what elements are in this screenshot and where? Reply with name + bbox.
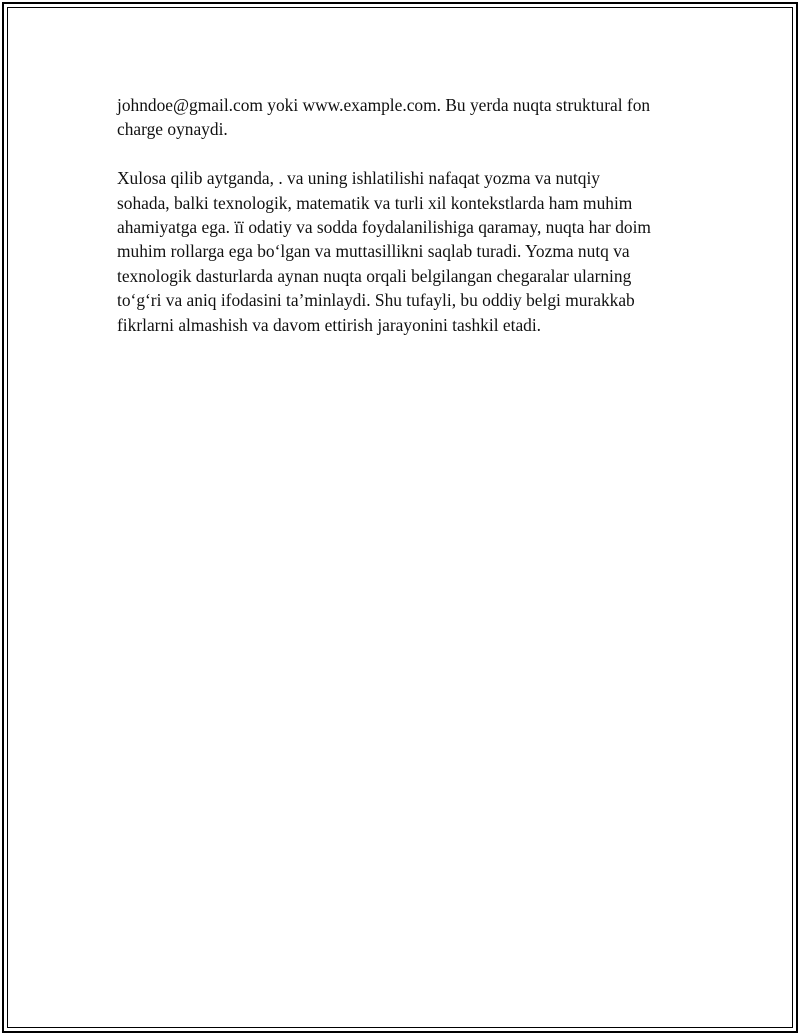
paragraph-line: Xulosa qilib aytganda, . va uning ishlatilishi nafaqat yozma va nutqiy [117, 168, 600, 189]
document-body [117, 93, 697, 361]
paragraph-line: ahamiyatga ega. ïï odatiy va sodda foydalanilishiga qaramay, nuqta har doim [117, 217, 651, 238]
paragraph-line: johndoe@gmail.com yoki www.example.com. Bu yerda nuqta struktural fon [117, 95, 651, 115]
paragraph-line: fikrlarni almashish va davom ettirish jarayonini tashkil etadi. [117, 314, 542, 335]
paragraph-line: texnologik dasturlarda aynan nuqta orqali belgilangan chegaralar ularning [117, 265, 632, 286]
paragraph-2 [117, 166, 697, 337]
paragraph-line: sohada, balki texnologik, matematik va turli xil kontekstlarda ham muhim [117, 192, 633, 213]
paragraph-1 [117, 93, 697, 142]
paragraph-line: charge oynaydi. [117, 119, 228, 140]
paragraph-line: muhim rollarga ega boʻlgan va muttasillikni saqlab turadi. Yozma nutq va [117, 241, 630, 262]
paragraph-line: toʻgʻri va aniq ifodasini taʼminlaydi. Shu tufayli, bu oddiy belgi murakkab [117, 290, 635, 311]
